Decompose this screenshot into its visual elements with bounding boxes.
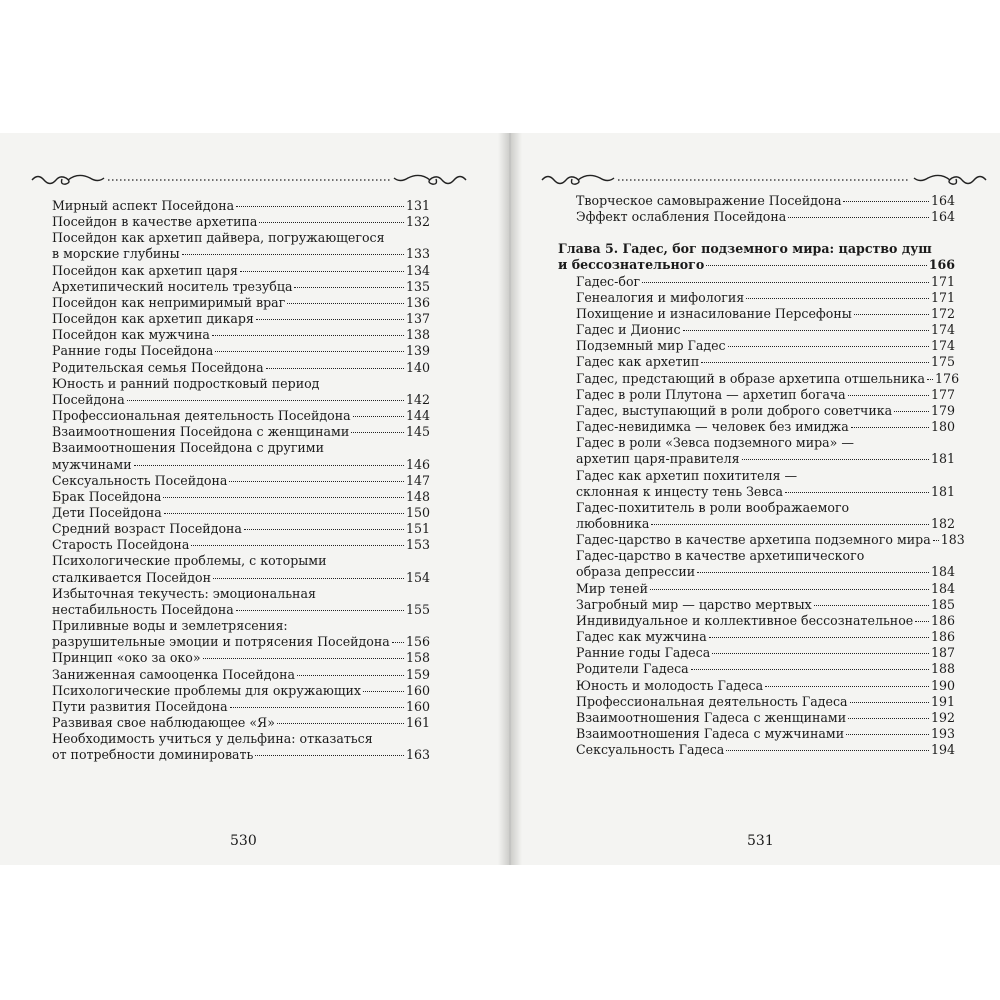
- dot-leader: [203, 658, 404, 659]
- toc-entry-page: 147: [405, 472, 430, 488]
- dot-leader: [297, 675, 404, 676]
- chapter-heading: Глава 5. Гадес, бог подземного мира: царство душ: [558, 241, 932, 257]
- header-ornament: [30, 170, 468, 190]
- toc-entry-page: 136: [405, 294, 430, 310]
- toc-entry-page: 164: [930, 193, 955, 208]
- dot-leader: [255, 755, 404, 756]
- toc-entry: [558, 419, 955, 435]
- toc-entry-title: Гадес-царство в качестве архетипа подземного мира: [576, 532, 931, 548]
- toc-entry-page: 181: [930, 483, 955, 499]
- toc-entry-page: 161: [405, 715, 430, 730]
- toc-entry-page: 184: [930, 564, 955, 580]
- toc-entry: [558, 613, 955, 629]
- toc-entry-line: Гадес-царство в качестве архетипического: [576, 548, 865, 564]
- toc-entry: [558, 274, 955, 290]
- toc-entry-title: архетип царя-правителя: [576, 451, 740, 467]
- toc-entry: [558, 678, 955, 694]
- toc-entry-title: Генеалогия и мифология: [576, 289, 745, 305]
- toc-entry-page: 183: [940, 532, 965, 548]
- dot-leader: [164, 513, 404, 514]
- toc-entry-title: Посейдон как архетип дикаря: [52, 311, 254, 327]
- toc-entry: [34, 683, 430, 699]
- toc-entry-title: Психологические проблемы для окружающих: [52, 682, 362, 698]
- dot-leader: [294, 287, 404, 288]
- toc-entry-title: образа депрессии: [576, 564, 696, 580]
- toc-entry-page: 153: [405, 537, 430, 553]
- toc-entry: [34, 473, 430, 489]
- toc-entry-line: Гадес-похититель в роли воображаемого: [576, 499, 850, 515]
- toc-entry: [558, 306, 955, 322]
- dot-leader: [236, 610, 404, 611]
- toc-entry-page: 133: [405, 246, 430, 262]
- toc-entry-line: Приливные воды и землетрясения:: [52, 618, 288, 634]
- toc-entry-title: Профессиональная деятельность Гадеса: [576, 693, 848, 709]
- dot-leader: [213, 578, 404, 579]
- toc-entry-title: Сексуальность Гадеса: [576, 742, 725, 758]
- toc-entry-title: Гадес и Дионис: [576, 322, 681, 338]
- toc-entry-title: Посейдон как мужчина: [52, 327, 210, 343]
- toc-entry-page: 180: [930, 419, 955, 435]
- toc-entry-title: Индивидуальное и коллективное бессознательное: [576, 612, 914, 628]
- toc-entry-title: Гадес в роли Плутона — архетип богача: [576, 386, 846, 402]
- toc-entry: [558, 581, 955, 597]
- toc-entry-page: 137: [405, 311, 430, 327]
- chapter-title-line2: и бессознательного: [558, 257, 705, 273]
- toc-entry-title: от потребности доминировать: [52, 747, 254, 763]
- toc-entry: [558, 370, 960, 387]
- toc-entry-page: 193: [930, 726, 955, 741]
- dot-leader: [848, 718, 929, 719]
- toc-entry-page: 186: [930, 629, 955, 645]
- toc-entry: [34, 505, 430, 521]
- toc-entry-title: Гадес, предстающий в образе архетипа отшельника: [576, 370, 926, 386]
- toc-entry: [558, 564, 955, 580]
- toc-entry-page: 144: [405, 408, 430, 424]
- toc-entry-title: Заниженная самооценка Посейдона: [52, 666, 295, 682]
- toc-entry: [558, 451, 955, 467]
- toc-entry-title: сталкивается Посейдон: [52, 569, 212, 585]
- toc-entry-page: 150: [405, 504, 430, 520]
- toc-entry-page: 176: [935, 370, 960, 386]
- toc-entry: [34, 457, 430, 473]
- dot-leader: [236, 206, 404, 207]
- toc-entry-title: Гадес как мужчина: [576, 629, 707, 645]
- dot-leader: [351, 432, 404, 433]
- toc-entry-page: 188: [930, 661, 955, 677]
- dot-leader: [127, 400, 404, 401]
- toc-entry: [34, 650, 430, 666]
- dot-leader: [785, 492, 929, 493]
- toc-entry-page: 158: [405, 650, 430, 666]
- dot-leader: [191, 545, 404, 546]
- toc-entry-title: любовника: [576, 515, 650, 531]
- toc-entry: [34, 343, 430, 359]
- dot-leader: [851, 427, 929, 428]
- toc-entry: [558, 209, 955, 225]
- toc-entry-title: Загробный мир — царство мертвых: [576, 596, 812, 612]
- toc-entry-page: 131: [405, 198, 430, 213]
- dot-leader: [230, 707, 404, 708]
- toc-entry: [34, 489, 430, 505]
- toc-entry-title: Средний возраст Посейдона: [52, 521, 242, 537]
- toc-entry-title: Взаимоотношения Посейдона с женщинами: [52, 424, 350, 440]
- dot-leader: [746, 298, 929, 299]
- toc-entry-title: Посейдон как непримиримый враг: [52, 294, 286, 310]
- toc-entry: [34, 392, 430, 408]
- dot-leader: [353, 416, 404, 417]
- toc-entry: [558, 516, 955, 532]
- toc-entry-title: Сексуальность Посейдона: [52, 472, 228, 488]
- dot-leader: [134, 465, 404, 466]
- toc-entry-page: 172: [930, 305, 955, 321]
- toc-entry-title: Ранние годы Гадеса: [576, 645, 711, 661]
- toc-entry: [34, 570, 430, 586]
- dot-leader: [163, 497, 404, 498]
- dot-leader: [850, 702, 929, 703]
- toc-entry-page: 140: [405, 359, 430, 375]
- toc-entry-title: Гадес, выступающий в роли доброго советчика: [576, 402, 893, 418]
- toc-entry-page: 145: [405, 424, 430, 440]
- toc-entry: [558, 661, 955, 677]
- dot-leader: [712, 653, 929, 654]
- toc-entry: [34, 246, 430, 262]
- toc-entry-title: Творческое самовыражение Посейдона: [576, 193, 842, 208]
- toc-entry: [558, 597, 955, 613]
- toc-entry-page: 132: [405, 214, 430, 230]
- toc-entry-title: Пути развития Посейдона: [52, 698, 228, 714]
- toc-entry-page: 186: [930, 612, 955, 628]
- toc-entry-title: Брак Посейдона: [52, 488, 162, 504]
- toc-entry-line: Посейдон как архетип дайвера, погружающегося: [52, 230, 385, 246]
- dot-leader: [706, 265, 926, 266]
- toc-entry-line: Психологические проблемы, с которыми: [52, 553, 327, 569]
- toc-entry-title: Взаимоотношения Гадеса с мужчинами: [576, 726, 845, 741]
- dot-leader: [915, 621, 929, 622]
- toc-entry: [558, 484, 955, 500]
- toc-entry-title: Родители Гадеса: [576, 661, 689, 677]
- toc-entry-title: нестабильность Посейдона: [52, 601, 234, 617]
- dot-leader: [701, 362, 929, 363]
- dot-leader: [933, 540, 939, 541]
- toc-entry: [34, 521, 430, 537]
- toc-entry-title: Гадес как архетип: [576, 354, 700, 370]
- toc-entry-title: Посейдон в качестве архетипа: [52, 214, 258, 230]
- toc-entry: [34, 408, 430, 424]
- toc-entry-title: Архетипический носитель трезубца: [52, 278, 293, 294]
- toc-entry-page: 156: [405, 634, 430, 650]
- toc-entry: [558, 694, 955, 710]
- toc-entry: [34, 263, 430, 279]
- toc-entry: [558, 193, 955, 209]
- toc-entry: [34, 537, 430, 553]
- toc-entry-page: 159: [405, 666, 430, 682]
- toc-entry-page: 190: [930, 677, 955, 693]
- toc-entry-page: 187: [930, 645, 955, 661]
- toc-entry-page: 164: [930, 209, 955, 225]
- toc-entry-title: Похищение и изнасилование Персефоны: [576, 305, 852, 321]
- toc-entry-page: 151: [405, 521, 430, 537]
- toc-entry-page: 192: [930, 709, 955, 725]
- toc-entry-title: Эффект ослабления Посейдона: [576, 209, 787, 225]
- dot-leader: [363, 691, 404, 692]
- toc-entry-page: 155: [405, 601, 430, 617]
- dot-leader: [182, 254, 404, 255]
- toc-entry-line: Гадес в роли «Зевса подземного мира» —: [576, 435, 854, 451]
- dot-leader: [814, 605, 929, 606]
- toc-entry: [34, 602, 430, 618]
- toc-entry-title: Посейдон как архетип царя: [52, 262, 238, 278]
- toc-entry: [34, 327, 430, 343]
- dot-leader: [259, 222, 404, 223]
- toc-entry-title: Принцип «око за око»: [52, 650, 201, 666]
- book-spread: [0, 133, 1000, 865]
- toc-entry: [558, 354, 955, 370]
- toc-entry-page: 191: [930, 693, 955, 709]
- toc-entry-page: 184: [930, 580, 955, 596]
- toc-entry: [558, 338, 955, 354]
- dot-leader: [229, 481, 404, 482]
- toc-entry: [34, 311, 430, 327]
- toc-entry-page: 135: [405, 278, 430, 294]
- table-of-contents: [34, 198, 430, 763]
- toc-entry-title: Дети Посейдона: [52, 504, 162, 520]
- toc-entry-title: Подземный мир Гадес: [576, 338, 726, 354]
- toc-entry: [34, 295, 430, 311]
- toc-entry-page: 175: [930, 354, 955, 370]
- toc-entry: [34, 279, 430, 295]
- toc-entry: [558, 742, 955, 758]
- dot-leader: [846, 734, 929, 735]
- right-page: [520, 133, 1000, 865]
- toc-entry-title: Родительская семья Посейдона: [52, 359, 264, 375]
- dot-leader: [726, 750, 929, 751]
- toc-entry-page: 142: [405, 391, 430, 407]
- toc-entry-title: Гадес-невидимка — человек без имиджа: [576, 419, 849, 435]
- dot-leader: [650, 589, 929, 590]
- toc-entry-page: 154: [405, 569, 430, 585]
- chapter-entry: [558, 257, 955, 273]
- left-page: [0, 133, 500, 865]
- dot-leader: [256, 319, 404, 320]
- toc-entry-page: 160: [405, 698, 430, 714]
- toc-entry-line: Взаимоотношения Посейдона с другими: [52, 440, 324, 456]
- toc-entry: [558, 387, 955, 403]
- toc-entry: [34, 699, 430, 715]
- dot-leader: [765, 686, 929, 687]
- toc-entry: [34, 198, 430, 214]
- dot-leader: [287, 303, 404, 304]
- toc-entry-page: 182: [930, 515, 955, 531]
- dot-leader: [651, 524, 929, 525]
- toc-entry-title: Старость Посейдона: [52, 537, 190, 553]
- dot-leader: [691, 669, 929, 670]
- toc-entry-line: Необходимость учиться у дельфина: отказаться: [52, 731, 373, 747]
- toc-entry: [34, 747, 430, 763]
- dot-leader: [742, 459, 929, 460]
- toc-entry-page: 194: [930, 742, 955, 758]
- toc-entry-page: 185: [930, 596, 955, 612]
- page-number: 531: [747, 833, 774, 849]
- table-of-contents: [558, 193, 965, 758]
- toc-entry: [34, 667, 430, 683]
- toc-entry-page: 160: [405, 682, 430, 698]
- dot-leader: [788, 217, 929, 218]
- toc-entry: [34, 214, 430, 230]
- dot-leader: [244, 529, 404, 530]
- toc-entry-title: Мирный аспект Посейдона: [52, 198, 235, 213]
- toc-entry-page: 148: [405, 488, 430, 504]
- toc-entry-page: 177: [930, 386, 955, 402]
- toc-entry-title: Взаимоотношения Гадеса с женщинами: [576, 709, 847, 725]
- toc-entry-page: 174: [930, 322, 955, 338]
- dot-leader: [843, 201, 928, 202]
- toc-entry: [34, 360, 430, 376]
- toc-entry: [558, 403, 955, 419]
- toc-entry: [558, 629, 955, 645]
- dot-leader: [728, 346, 929, 347]
- toc-entry: [558, 532, 965, 548]
- dot-leader: [240, 271, 404, 272]
- toc-entry: [558, 726, 955, 742]
- toc-entry-title: Профессиональная деятельность Посейдона: [52, 408, 351, 424]
- toc-entry-title: разрушительные эмоции и потрясения Посейдона: [52, 634, 390, 650]
- toc-entry-line: Юность и ранний подростковый период: [52, 375, 320, 391]
- toc-entry-page: 171: [930, 289, 955, 305]
- dot-leader: [848, 395, 929, 396]
- toc-entry-page: 179: [930, 402, 955, 418]
- book-gutter: [498, 133, 522, 865]
- toc-entry: [558, 645, 955, 661]
- toc-entry: [34, 715, 430, 731]
- toc-entry-title: Гадес-бог: [576, 273, 641, 289]
- toc-entry: [558, 322, 955, 338]
- toc-entry-page: 134: [405, 262, 430, 278]
- dot-leader: [215, 351, 404, 352]
- page-number: 530: [230, 833, 257, 849]
- toc-entry-title: мужчинами: [52, 456, 132, 472]
- toc-entry-page: 181: [930, 451, 955, 467]
- toc-entry-page: 138: [405, 327, 430, 343]
- toc-entry-line: Избыточная текучесть: эмоциональная: [52, 585, 316, 601]
- dot-leader: [894, 411, 929, 412]
- dot-leader: [277, 723, 404, 724]
- toc-entry-title: Мир теней: [576, 580, 649, 596]
- dot-leader: [266, 368, 404, 369]
- toc-entry-page: 139: [405, 343, 430, 359]
- header-ornament: [540, 170, 988, 190]
- toc-entry-title: Развивая свое наблюдающее «Я»: [52, 715, 275, 730]
- toc-entry: [34, 424, 430, 440]
- toc-entry-title: Юность и молодость Гадеса: [576, 677, 764, 693]
- toc-entry-page: 174: [930, 338, 955, 354]
- toc-entry: [34, 634, 430, 650]
- dot-leader: [392, 642, 404, 643]
- toc-entry-title: Посейдона: [52, 391, 125, 407]
- toc-entry-page: 163: [405, 747, 430, 763]
- toc-entry-page: 146: [405, 456, 430, 472]
- dot-leader: [854, 314, 929, 315]
- toc-entry-page: 171: [930, 273, 955, 289]
- dot-leader: [683, 330, 929, 331]
- chapter-page-number: 166: [928, 257, 955, 273]
- dot-leader: [709, 637, 929, 638]
- toc-entry-title: в морские глубины: [52, 246, 180, 262]
- dot-leader: [212, 335, 404, 336]
- toc-entry-title: Ранние годы Посейдона: [52, 343, 214, 359]
- dot-leader: [642, 282, 929, 283]
- dot-leader: [697, 572, 929, 573]
- toc-entry-line: Гадес как архетип похитителя —: [576, 467, 798, 483]
- toc-entry: [558, 290, 955, 306]
- toc-entry-title: склонная к инцесту тень Зевса: [576, 483, 784, 499]
- dot-leader: [927, 379, 933, 380]
- toc-entry: [558, 710, 955, 726]
